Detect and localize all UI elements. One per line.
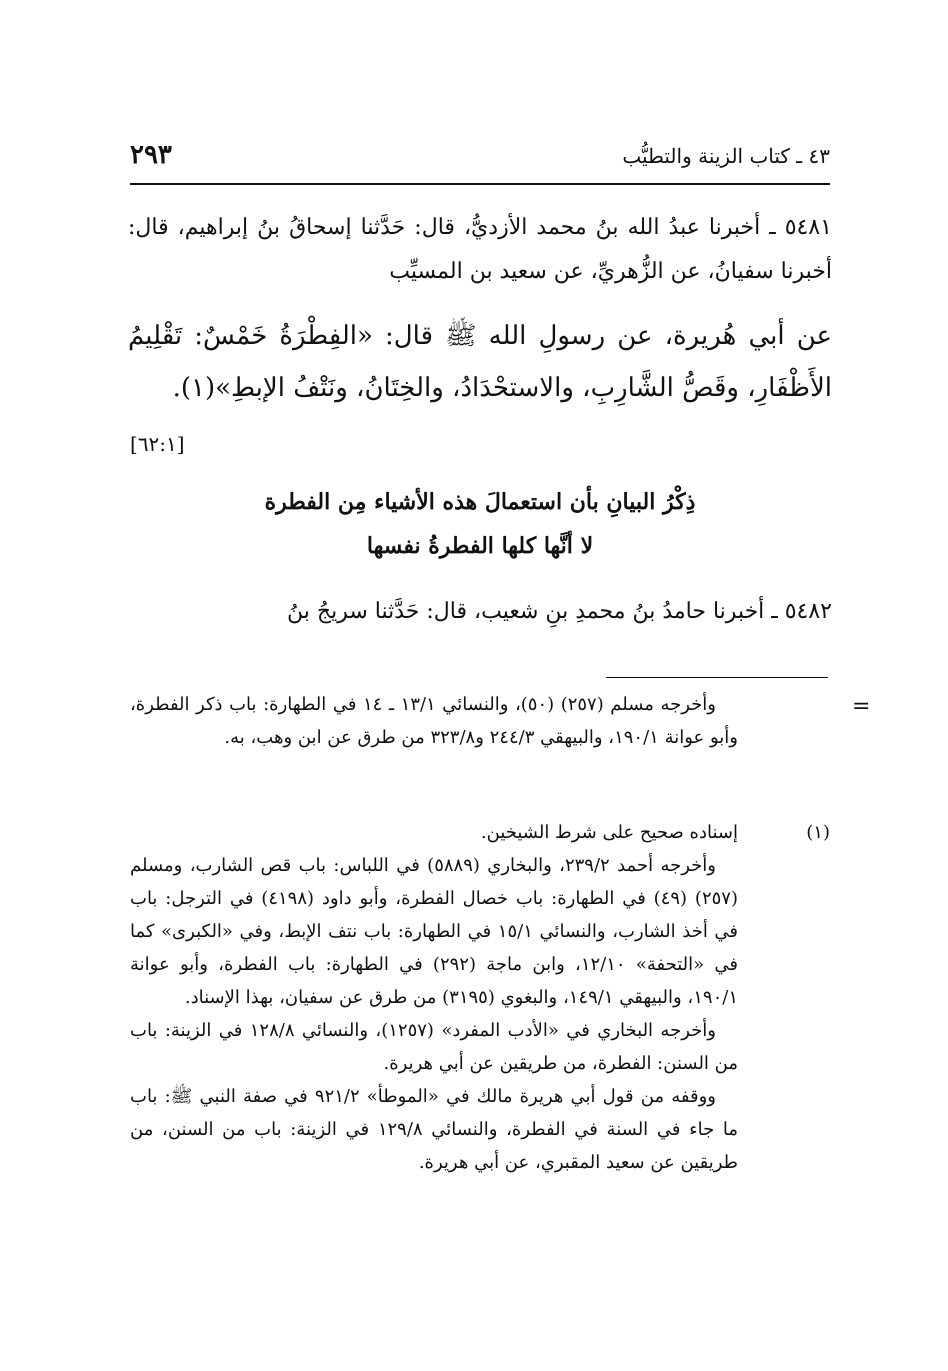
section-heading-line-2: لا أنَّها كلها الفطرةُ نفسها bbox=[366, 533, 594, 559]
footnote-1 bbox=[130, 816, 830, 1179]
footnote-1-body bbox=[130, 816, 738, 1179]
section-heading bbox=[130, 480, 830, 568]
hadith-5482-isnad: ٥٤٨٢ ـ أخبرنا حامدُ بنُ محمدِ بنِ شعيب، قال: حَدَّثنا سريجُ بنُ bbox=[287, 599, 832, 624]
running-header bbox=[130, 140, 830, 180]
section-heading-line-1: ذِكْرُ البيانِ بأن استعمالَ هذه الأشياء مِن الفطرة bbox=[264, 489, 696, 515]
footnote-continuation bbox=[130, 688, 830, 754]
footnote-1-paragraph-2: وأخرجه أحمد ٢٣٩/٢، والبخاري (٥٨٨٩) في اللباس: باب قص الشارب، ومسلم (٢٥٧) (٤٩) في الطهارة: باب خصال الفطرة، وأبو داود (٤١٩٨) في الترجل: باب في أخذ الشارب، والنسائي ١٥/١ في الطهارة: باب نتف الإبط، وفي «الكبرى» كما في «التحفة» ١٢/١٠، وابن ماجة (٢٩٢) في الطهارة: باب الفطرة، وأبو عوانة ١٩٠/١، والبيهقي ١٤٩/١، والبغوي (٣١٩٥) من طرق عن سفيان، بهذا الإسناد. bbox=[130, 855, 739, 1008]
chapter-title: ٤٣ ـ كتاب الزينة والتطيُّب bbox=[622, 144, 830, 168]
footnote-1-paragraph-3: وأخرجه البخاري في «الأدب المفرد» (١٢٥٧)، والنسائي ١٢٨/٨ في الزينة: باب من السنن: الفطرة، من طريقين عن أبي هريرة. bbox=[130, 1020, 738, 1074]
footnote-continuation-mark: = bbox=[852, 694, 871, 719]
footnote-continuation-text: وأخرجه مسلم (٢٥٧) (٥٠)، والنسائي ١٣/١ ـ ١٤ في الطهارة: باب ذكر الفطرة، وأبو عوانة ١٩٠/١، والبيهقي ٢٤٤/٣ و٣٢٣/٨ من طرق عن ابن وهب، به. bbox=[130, 694, 738, 748]
hadith-5481-matn: عن أبي هُريرة، عن رسولِ الله ﷺ قال: «الفِطْرَةُ خَمْسٌ: تَقْلِيمُ الأَظْفَارِ، وقَصُّ الشَّارِبِ، والاستحْدَادُ، والخِتَانُ، ونَتْفُ الإبطِ»(١). bbox=[128, 321, 832, 403]
footnote-1-paragraph-4: ووقفه من قول أبي هريرة مالك في «الموطأ» ٩٢١/٢ في صفة النبي ﷺ: باب ما جاء في السنة في الفطرة، والنسائي ١٢٩/٨ في الزينة: باب من السنن، من طريقين عن سعيد المقبري، عن أبي هريرة. bbox=[130, 1086, 739, 1173]
footnote-number: (١) bbox=[806, 822, 830, 843]
header-rule bbox=[130, 183, 830, 185]
page-number: ٢٩٣ bbox=[130, 140, 172, 170]
footnote-1-paragraph-1: إسناده صحيح على شرط الشيخين. bbox=[480, 822, 738, 843]
hadith-reference: [٦٢:١] bbox=[130, 432, 185, 456]
hadith-5481-isnad: ٥٤٨١ ـ أخبرنا عبدُ الله بنُ محمد الأزديُّ، قال: حَدَّثنا إسحاقُ بنُ إبراهيم، قال: أخبرنا سفيانُ، عن الزُّهريِّ، عن سعيد بن المسيِّب bbox=[128, 215, 832, 284]
footnote-rule bbox=[606, 677, 828, 678]
